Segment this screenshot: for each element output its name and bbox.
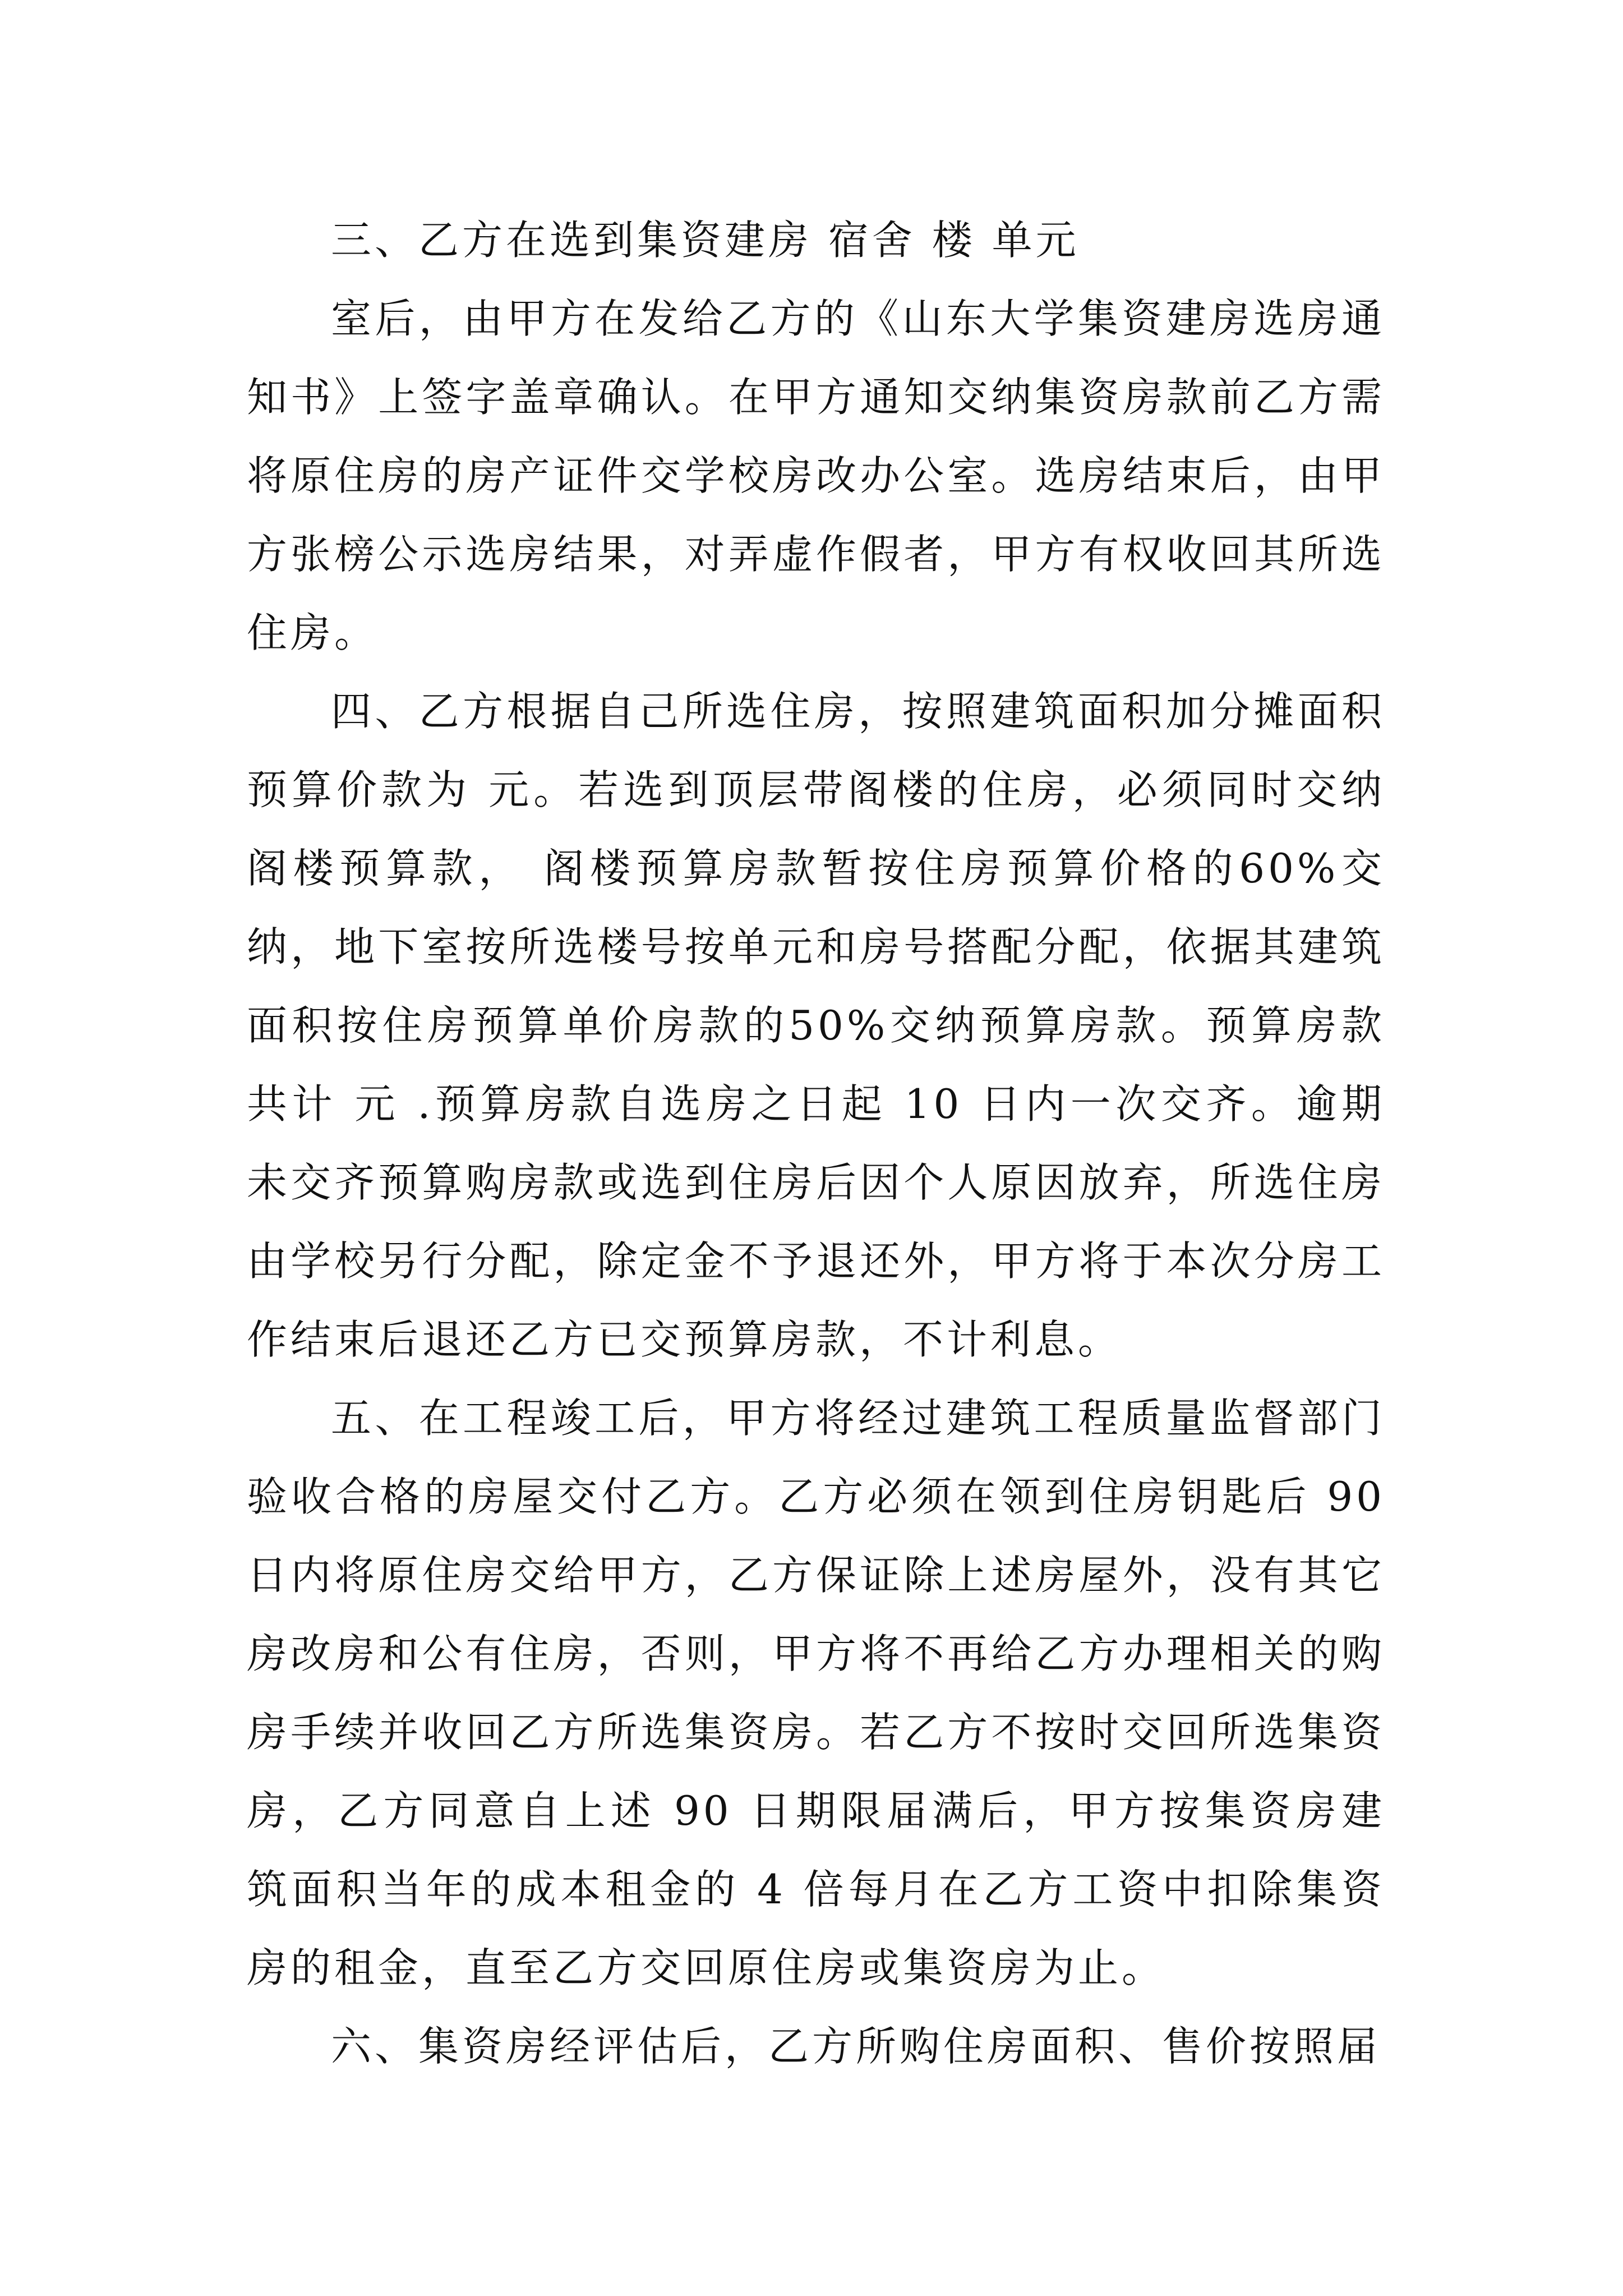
document-body xyxy=(247,201,1385,2086)
paragraph-clause-3-body: 室后，由甲方在发给乙方的《山东大学集资建房选房通知书》上签字盖章确认。在甲方通知交纳集资房款前乙方需将原住房的房产证件交学校房改办公室。选房结束后，由甲方张榜公示选房结果，对弄虚作假者，甲方有权收回其所选住房。 xyxy=(247,295,1385,656)
paragraph-clause-3-heading: 三、乙方在选到集资建房 宿舍 楼 单元 xyxy=(331,217,1080,264)
paragraph-clause-6: 六、集资房经评估后，乙方所购住房面积、售价按照届 xyxy=(331,2023,1381,2070)
paragraph-clause-5: 五、在工程竣工后，甲方将经过建筑工程质量监督部门验收合格的房屋交付乙方。乙方必须在领到住房钥匙后 90 日内将原住房交给甲方，乙方保证除上述房屋外，没有其它房改房和公有住房，否则，甲方将不再给乙方办理相关的购房手续并收回乙方所选集资房。若乙方不按时交回所选集资房，乙方同意自上述 90 日期限届满后，甲方按集资房建筑面积当年的成本租金的 4 倍每月在乙方工资中扣除集资房的租金，直至乙方交回原住房或集资房为止。 xyxy=(247,1395,1385,1991)
paragraph-clause-4: 四、乙方根据自己所选住房，按照建筑面积加分摊面积预算价款为 元。若选到顶层带阁楼的住房，必须同时交纳阁楼预算款， 阁楼预算房款暂按住房预算价格的60%交纳，地下室按所选楼号按单元和房号搭配分配，依据其建筑面积按住房预算单价房款的50%交纳预算房款。预算房款共计 元 .预算房款自选房之日起 10 日内一次交齐。逾期未交齐预算购房款或选到住房后因个人原因放弃，所选住房由学校另行分配，除定金不予退还外，甲方将于本次分房工作结束后退还乙方已交预算房款，不计利息。 xyxy=(247,688,1385,1363)
